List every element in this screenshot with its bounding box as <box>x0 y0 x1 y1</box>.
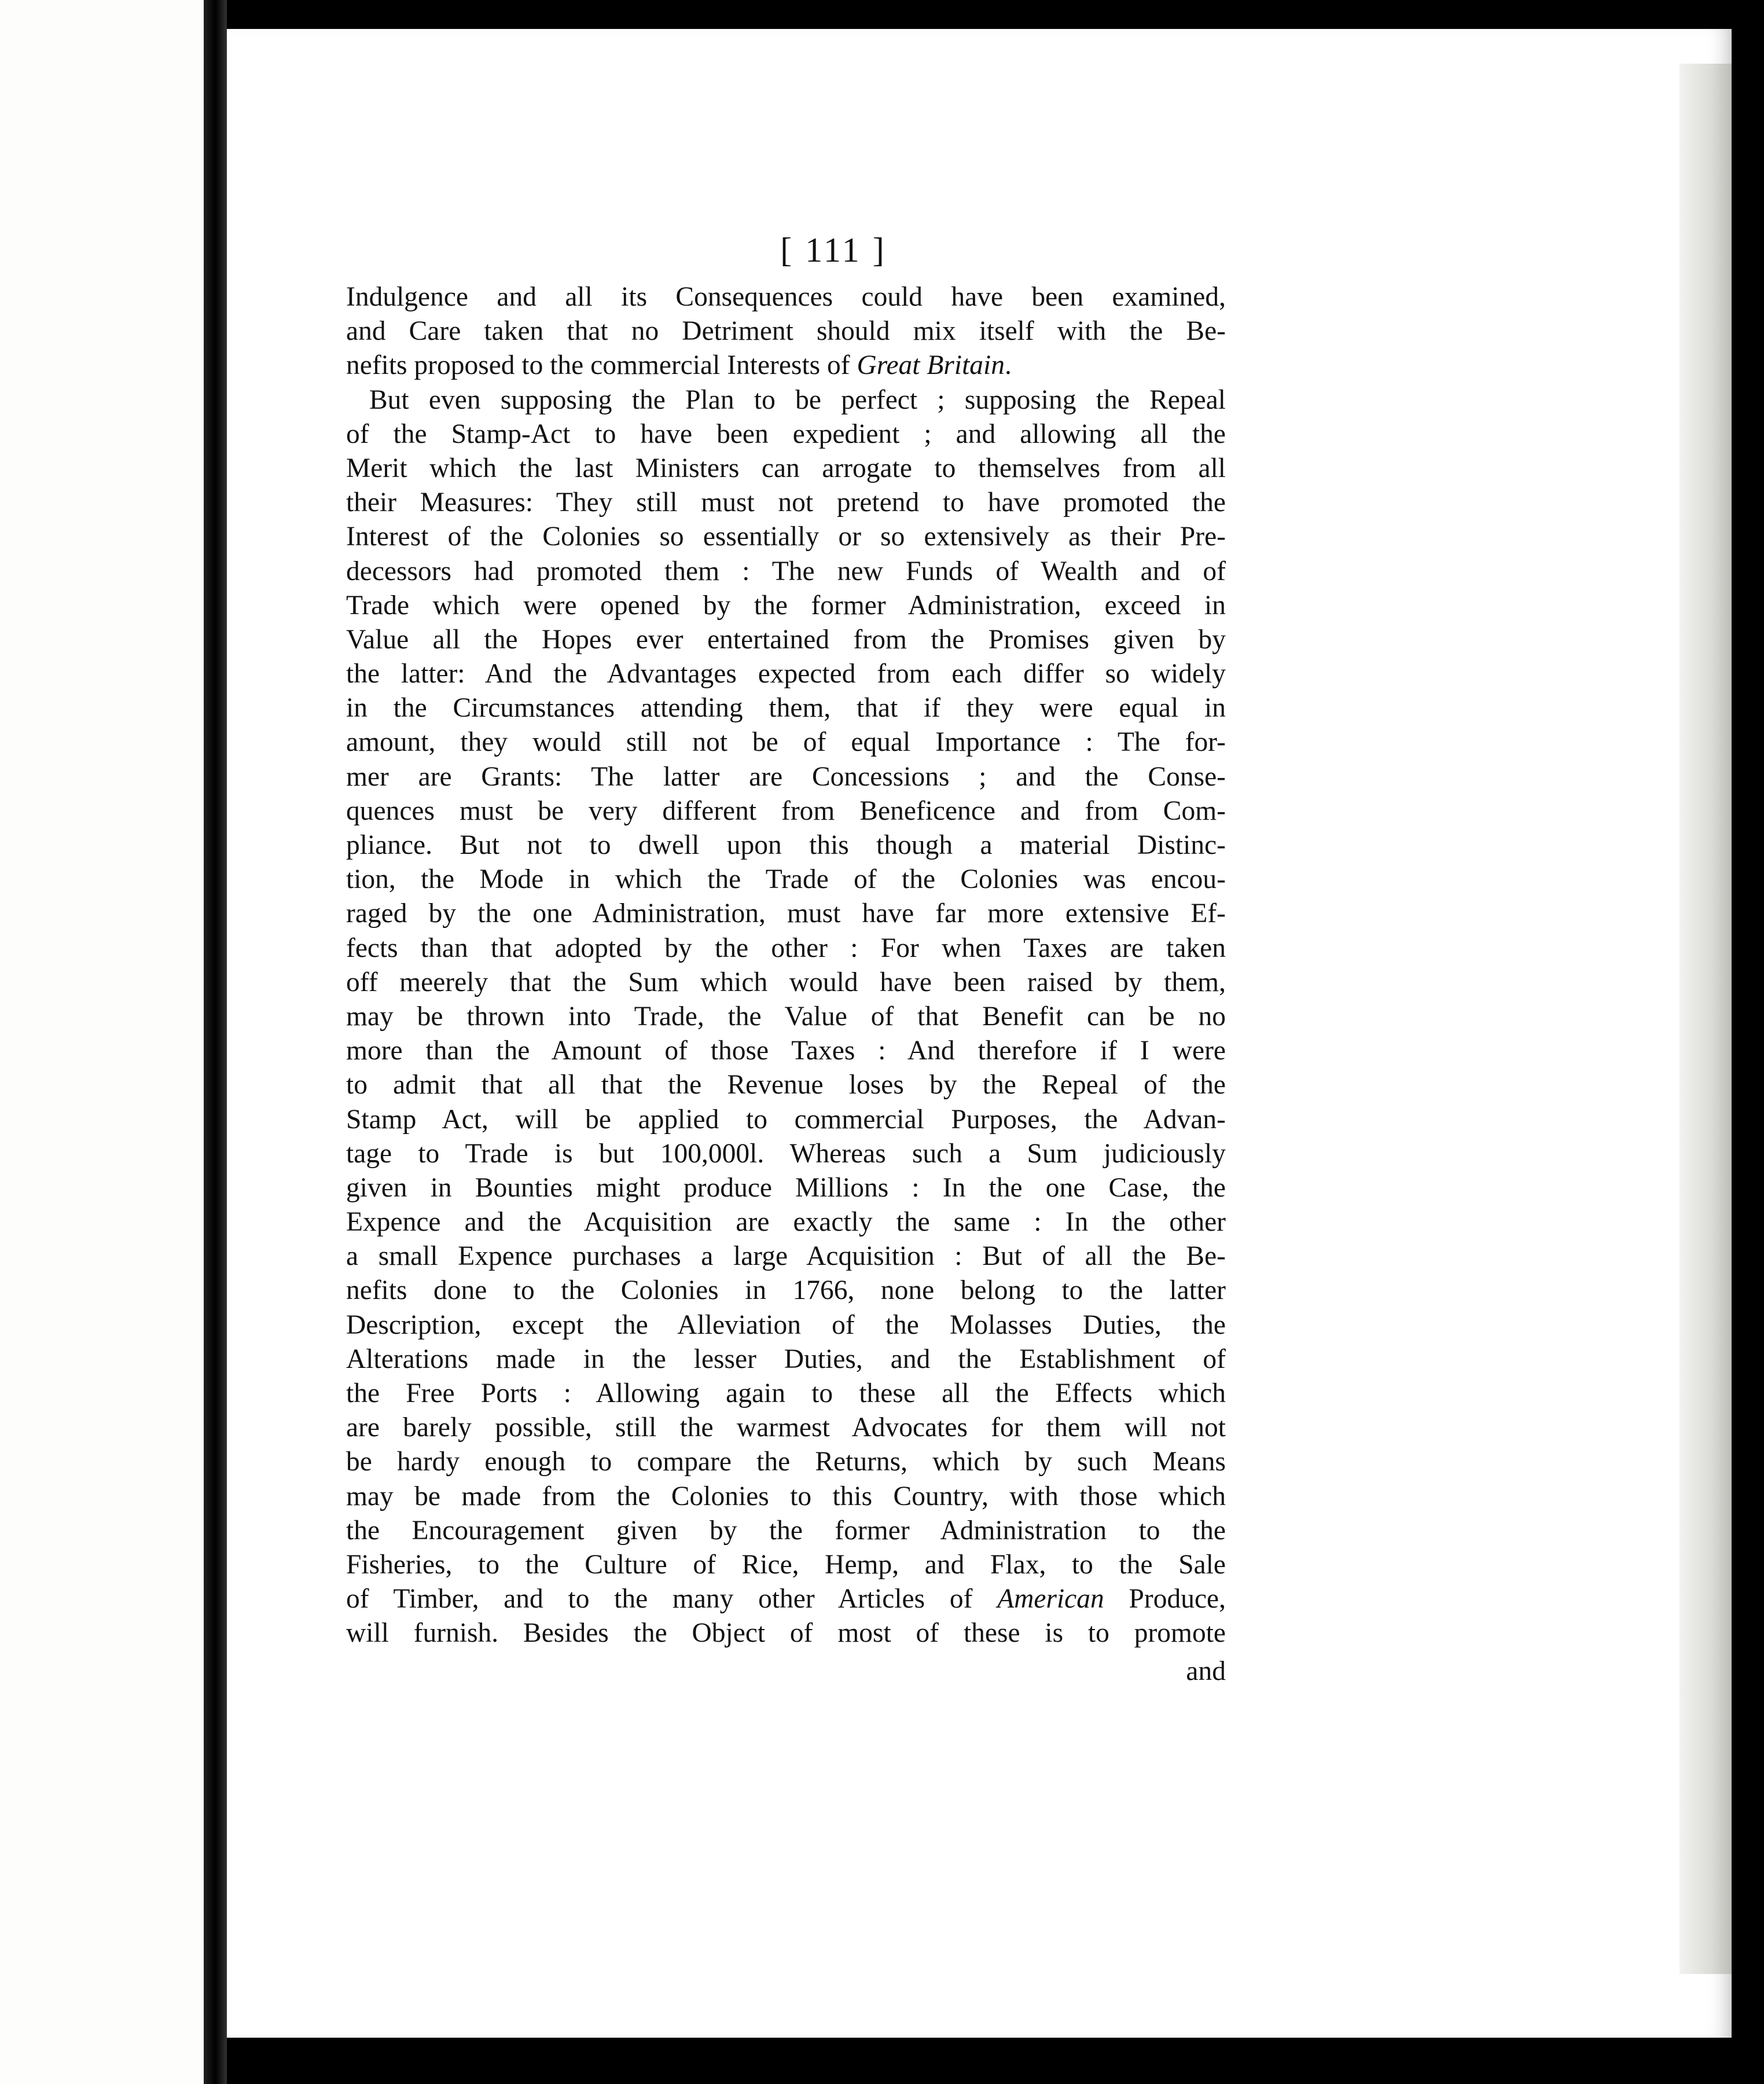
text-line: Indulgence and all its Consequences could have been examined, <box>346 282 1226 312</box>
text-line: be hardy enough to compare the Returns, which by such Means <box>346 1447 1226 1477</box>
catchword: and <box>1186 1656 1226 1686</box>
text-line: to admit that all that the Revenue loses by the Repeal of the <box>346 1070 1226 1100</box>
text-line: amount, they would still not be of equal Importance : The for- <box>346 727 1226 758</box>
text-line: may be thrown into Trade, the Value of that Benefit can be no <box>346 1001 1226 1032</box>
left-page-edge <box>0 0 204 2084</box>
text-line: off meerely that the Sum which would have been raised by them, <box>346 967 1226 997</box>
text-line: decessors had promoted them : The new Funds of Wealth and of <box>346 556 1226 586</box>
text-line: nefits done to the Colonies in 1766, none belong to the latter <box>346 1275 1226 1306</box>
text-line: Alterations made in the lesser Duties, and the Establishment of <box>346 1344 1226 1374</box>
text-line: pliance. But not to dwell upon this though a material Distinc- <box>346 830 1226 860</box>
text-line: Merit which the last Ministers can arrogate to themselves from all <box>346 453 1226 483</box>
text-line: tage to Trade is but 100,000l. Whereas such a Sum judiciously <box>346 1138 1226 1169</box>
italic-phrase: American <box>997 1584 1104 1615</box>
text-line: the latter: And the Advantages expected from each differ so widely <box>346 659 1226 689</box>
book-gutter <box>204 0 227 2084</box>
text-line: Interest of the Colonies so essentially or so extensively as their Pre- <box>346 522 1226 552</box>
page-number: [ 111 ] <box>780 231 887 269</box>
text-line: of the Stamp-Act to have been expedient ; and allowing all the <box>346 419 1226 449</box>
text-line: Trade which were opened by the former Administration, exceed in <box>346 590 1226 621</box>
text-line: tion, the Mode in which the Trade of the Colonies was encou- <box>346 864 1226 895</box>
text-line: Stamp Act, will be applied to commercial Purposes, the Advan- <box>346 1104 1226 1135</box>
text-line: fects than that adopted by the other : For when Taxes are taken <box>346 933 1226 963</box>
text-line: Fisheries, to the Culture of Rice, Hemp, and Flax, to the Sale <box>346 1549 1226 1580</box>
italic-phrase: Great Britain <box>857 350 1005 381</box>
text-line: may be made from the Colonies to this Country, with those which <box>346 1481 1226 1511</box>
text-line: more than the Amount of those Taxes : And therefore if I were <box>346 1036 1226 1066</box>
text-line: Description, except the Alleviation of the Molasses Duties, the <box>346 1309 1226 1340</box>
text-line: the Free Ports : Allowing again to these all the Effects which <box>346 1378 1226 1408</box>
text-line: Value all the Hopes ever entertained from the Promises given by <box>346 624 1226 655</box>
text-line: nefits proposed to the commercial Interests of Great Britain. <box>346 350 1012 381</box>
text-line: Expence and the Acquisition are exactly the same : In the other <box>346 1207 1226 1238</box>
text-line: mer are Grants: The latter are Concessions ; and the Conse- <box>346 761 1226 792</box>
text-line: But even supposing the Plan to be perfect ; supposing the Repeal <box>369 384 1226 415</box>
text-line: will furnish. Besides the Object of most of these is to promote <box>346 1618 1226 1649</box>
text-line: their Measures: They still must not pretend to have promoted the <box>346 487 1226 518</box>
text-line: the Encouragement given by the former Administration to the <box>346 1515 1226 1546</box>
text-line: quences must be very different from Beneficence and from Com- <box>346 795 1226 826</box>
text-line: and Care taken that no Detriment should mix itself with the Be- <box>346 316 1226 347</box>
text-line: are barely possible, still the warmest Advocates for them will not <box>346 1412 1226 1443</box>
page-fore-edge <box>1680 64 1732 1974</box>
text-line: given in Bounties might produce Millions : In the one Case, the <box>346 1172 1226 1203</box>
text-line: raged by the one Administration, must have far more extensive Ef- <box>346 898 1226 929</box>
text-line: a small Expence purchases a large Acquisition : But of all the Be- <box>346 1241 1226 1272</box>
page-body-text <box>346 280 1226 1651</box>
text-line: of Timber, and to the many other Articles of American Produce, <box>346 1584 1226 1615</box>
text-line: in the Circumstances attending them, that if they were equal in <box>346 693 1226 724</box>
